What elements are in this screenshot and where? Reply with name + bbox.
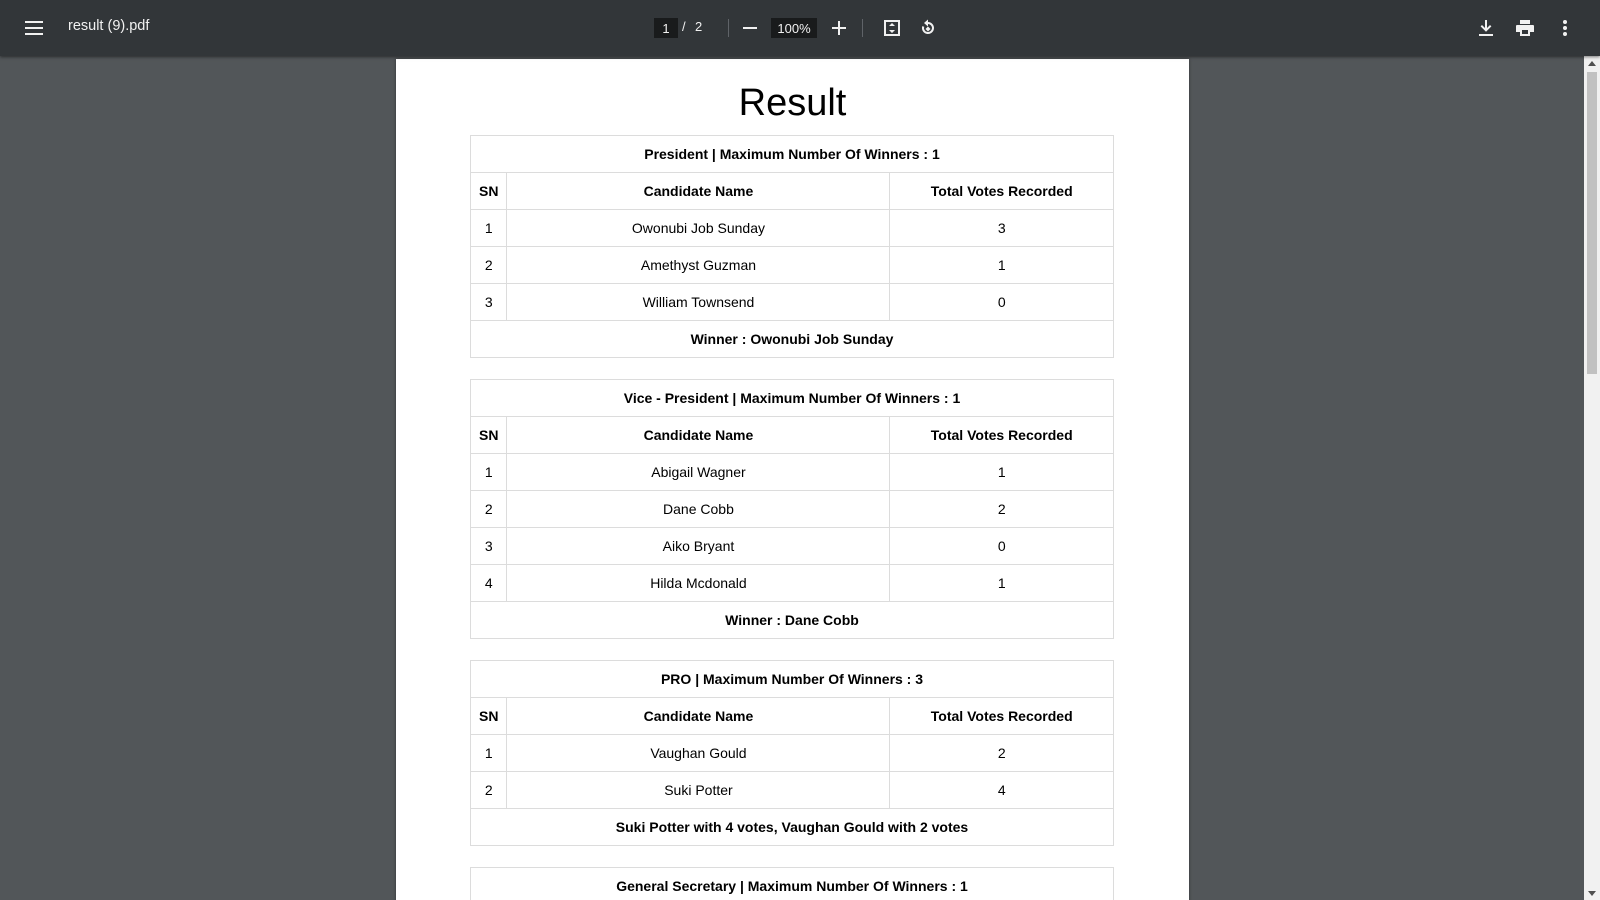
table-header: PRO | Maximum Number Of Winners : 3 (471, 661, 1114, 698)
document-title: Result (738, 82, 847, 124)
table-row (471, 491, 1114, 528)
cell-votes: 4 (890, 772, 1114, 809)
fit-page-icon[interactable] (876, 12, 908, 44)
scroll-down-arrow-icon[interactable] (1584, 886, 1600, 900)
results-table-pro (470, 660, 1114, 846)
cell-candidate: Hilda Mcdonald (507, 565, 890, 602)
scrollbar-thumb[interactable] (1587, 72, 1597, 374)
cell-sn: 2 (471, 772, 507, 809)
page-number-input[interactable] (654, 18, 678, 38)
winner-row: Suki Potter with 4 votes, Vaughan Gould with 2 votes (471, 809, 1114, 846)
pdf-toolbar (0, 0, 1600, 56)
column-header-candidate: Candidate Name (507, 417, 890, 454)
page-separator: / (682, 19, 686, 34)
cell-sn: 4 (471, 565, 507, 602)
menu-icon[interactable] (18, 12, 50, 44)
cell-votes: 1 (890, 565, 1114, 602)
column-header-votes: Total Votes Recorded (890, 417, 1114, 454)
cell-sn: 1 (471, 735, 507, 772)
results-table-president (470, 135, 1114, 358)
cell-sn: 2 (471, 247, 507, 284)
cell-sn: 1 (471, 210, 507, 247)
table-header: Vice - President | Maximum Number Of Winners : 1 (471, 380, 1114, 417)
table-header: General Secretary | Maximum Number Of Winners : 1 (471, 868, 1114, 900)
table-row (471, 284, 1114, 321)
zoom-level-input[interactable] (771, 18, 817, 38)
table-row (471, 247, 1114, 284)
table-row (471, 565, 1114, 602)
table-row (471, 454, 1114, 491)
results-table-general-secretary (470, 867, 1114, 900)
more-vert-icon[interactable] (1549, 12, 1581, 44)
cell-sn: 3 (471, 284, 507, 321)
column-header-sn: SN (471, 417, 507, 454)
cell-sn: 1 (471, 454, 507, 491)
winner-row: Winner : Owonubi Job Sunday (471, 321, 1114, 358)
cell-votes: 1 (890, 247, 1114, 284)
results-table-vice-president (470, 379, 1114, 639)
table-row (471, 210, 1114, 247)
cell-candidate: Suki Potter (507, 772, 890, 809)
column-header-votes: Total Votes Recorded (890, 698, 1114, 735)
cell-candidate: William Townsend (507, 284, 890, 321)
cell-votes: 0 (890, 284, 1114, 321)
toolbar-divider (728, 19, 729, 37)
zoom-in-icon[interactable] (823, 12, 855, 44)
rotate-icon[interactable] (912, 12, 944, 44)
cell-candidate: Abigail Wagner (507, 454, 890, 491)
total-pages: 2 (695, 19, 703, 34)
cell-votes: 2 (890, 491, 1114, 528)
table-row (471, 772, 1114, 809)
column-header-candidate: Candidate Name (507, 698, 890, 735)
cell-candidate: Owonubi Job Sunday (507, 210, 890, 247)
cell-votes: 1 (890, 454, 1114, 491)
column-header-candidate: Candidate Name (507, 173, 890, 210)
cell-candidate: Aiko Bryant (507, 528, 890, 565)
print-icon[interactable] (1509, 12, 1541, 44)
cell-candidate: Dane Cobb (507, 491, 890, 528)
column-header-sn: SN (471, 698, 507, 735)
download-icon[interactable] (1470, 12, 1502, 44)
table-row (471, 528, 1114, 565)
cell-candidate: Amethyst Guzman (507, 247, 890, 284)
file-title: result (9).pdf (68, 18, 150, 34)
table-row (471, 735, 1114, 772)
scroll-up-arrow-icon[interactable] (1584, 56, 1600, 70)
zoom-out-icon[interactable] (734, 12, 766, 44)
table-header: President | Maximum Number Of Winners : 1 (471, 136, 1114, 173)
cell-sn: 2 (471, 491, 507, 528)
column-header-sn: SN (471, 173, 507, 210)
cell-votes: 3 (890, 210, 1114, 247)
pdf-page (396, 59, 1189, 900)
pdf-viewer[interactable] (0, 56, 1584, 900)
vertical-scrollbar[interactable] (1584, 56, 1600, 900)
column-header-votes: Total Votes Recorded (890, 173, 1114, 210)
cell-votes: 2 (890, 735, 1114, 772)
cell-candidate: Vaughan Gould (507, 735, 890, 772)
cell-sn: 3 (471, 528, 507, 565)
toolbar-divider (862, 19, 863, 37)
cell-votes: 0 (890, 528, 1114, 565)
winner-row: Winner : Dane Cobb (471, 602, 1114, 639)
